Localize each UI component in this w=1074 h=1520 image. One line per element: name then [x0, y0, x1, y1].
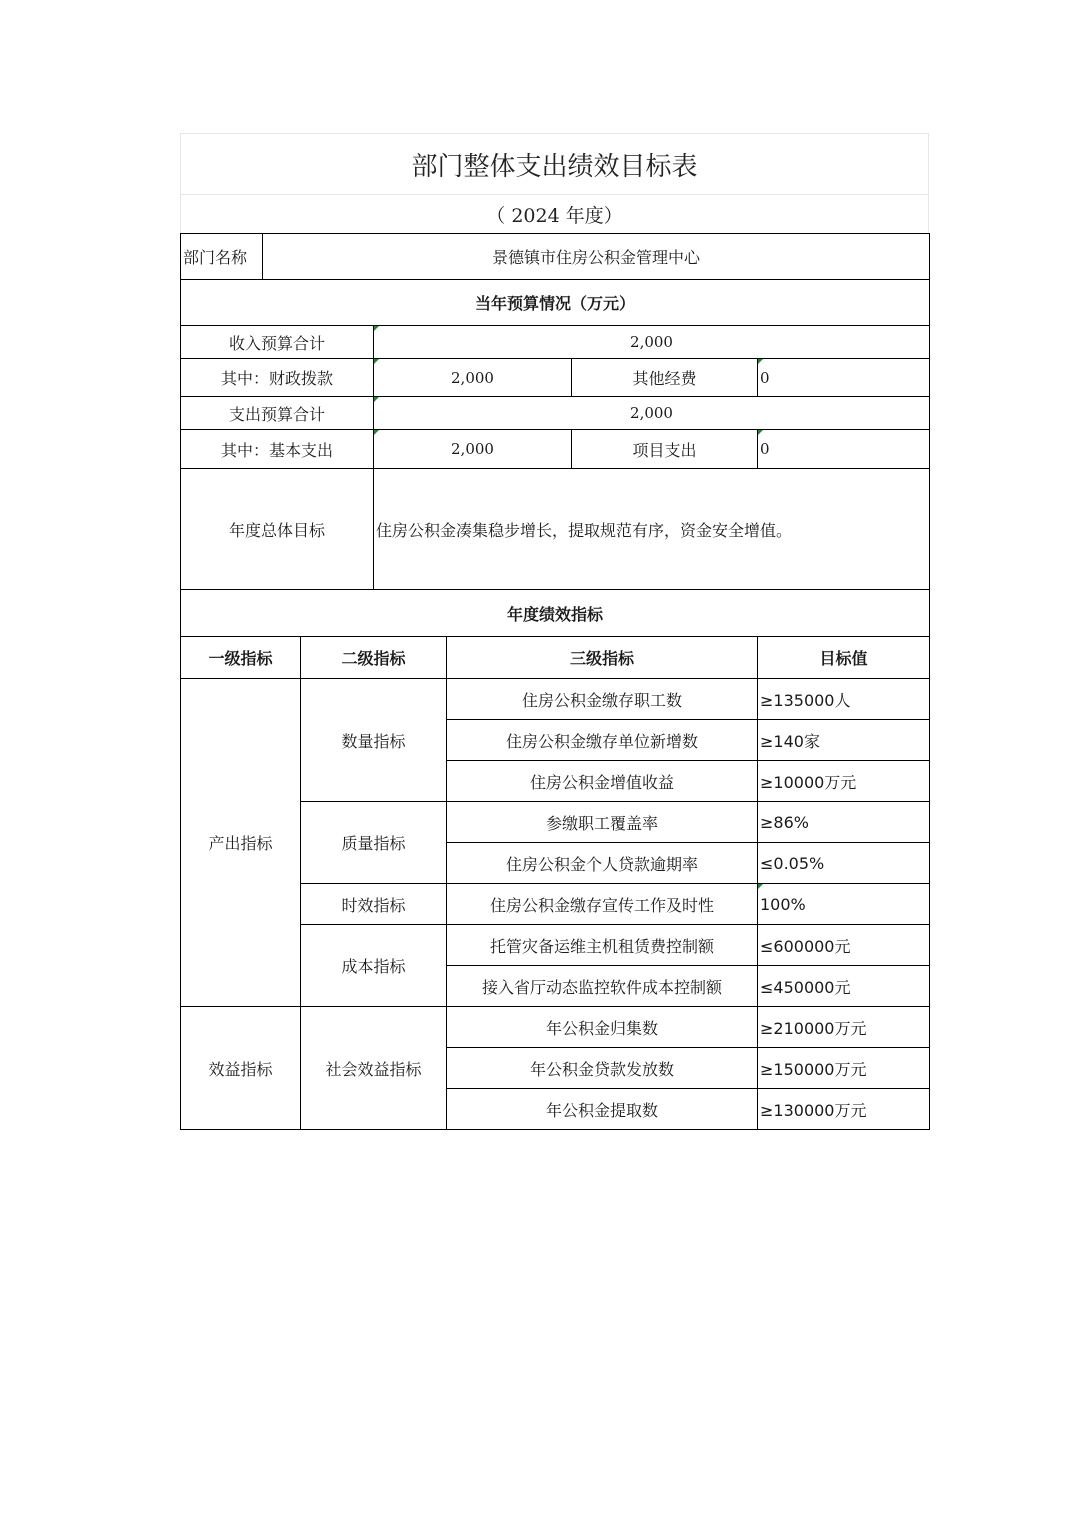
level2-quantity: 数量指标 [301, 679, 447, 802]
level2-quality: 质量指标 [301, 802, 447, 884]
fiscal-row [181, 359, 930, 397]
income-total-row [181, 326, 930, 359]
indicator-name: 住房公积金缴存职工数 [447, 679, 758, 720]
indicator-target: ≥150000万元 [758, 1048, 930, 1089]
header-level2: 二级指标 [301, 637, 447, 679]
indicator-target: ≥210000万元 [758, 1007, 930, 1048]
indicator-target: ≥86% [758, 802, 930, 843]
level1-output: 产出指标 [181, 679, 301, 1007]
indicator-target: ≥10000万元 [758, 761, 930, 802]
income-total-value: 2,000 [374, 326, 930, 359]
indicator-target: 100% [758, 884, 930, 925]
annual-goal-row [181, 469, 930, 590]
expense-total-row [181, 397, 930, 430]
performance-target-sheet [180, 133, 929, 1130]
project-expense-value: 0 [758, 430, 930, 469]
level2-timeliness: 时效指标 [301, 884, 447, 925]
other-funds-value: 0 [758, 359, 930, 397]
fiscal-label: 其中：财政拨款 [181, 359, 374, 397]
dept-label: 部门名称 [181, 234, 263, 280]
dept-row [181, 234, 930, 280]
budget-section-title: 当年预算情况（万元） [181, 280, 930, 326]
table-row [181, 679, 930, 720]
sheet-title: 部门整体支出绩效目标表 [180, 133, 929, 194]
indicator-name: 住房公积金缴存单位新增数 [447, 720, 758, 761]
performance-table [180, 233, 930, 1130]
indicators-section-row [181, 590, 930, 637]
income-total-label: 收入预算合计 [181, 326, 374, 359]
basic-expense-label: 其中：基本支出 [181, 430, 374, 469]
basic-expense-value: 2,000 [374, 430, 572, 469]
sheet-year: （ 2024 年度） [180, 194, 929, 233]
indicator-target: ≤450000元 [758, 966, 930, 1007]
indicator-target: ≥135000人 [758, 679, 930, 720]
indicator-name: 住房公积金增值收益 [447, 761, 758, 802]
level2-cost: 成本指标 [301, 925, 447, 1007]
expense-total-value: 2,000 [374, 397, 930, 430]
indicator-name: 年公积金归集数 [447, 1007, 758, 1048]
expense-total-label: 支出预算合计 [181, 397, 374, 430]
fiscal-value: 2,000 [374, 359, 572, 397]
level2-social: 社会效益指标 [301, 1007, 447, 1130]
level1-benefit: 效益指标 [181, 1007, 301, 1130]
indicator-name: 年公积金贷款发放数 [447, 1048, 758, 1089]
project-expense-label: 项目支出 [572, 430, 758, 469]
budget-section-row [181, 280, 930, 326]
indicator-target: ≥140家 [758, 720, 930, 761]
header-target: 目标值 [758, 637, 930, 679]
indicators-section-title: 年度绩效指标 [181, 590, 930, 637]
indicators-header-row [181, 637, 930, 679]
indicator-target: ≤600000元 [758, 925, 930, 966]
indicator-name: 住房公积金个人贷款逾期率 [447, 843, 758, 884]
other-funds-label: 其他经费 [572, 359, 758, 397]
indicator-name: 接入省厅动态监控软件成本控制额 [447, 966, 758, 1007]
table-row [181, 1007, 930, 1048]
indicator-target: ≥130000万元 [758, 1089, 930, 1130]
indicator-name: 年公积金提取数 [447, 1089, 758, 1130]
header-level1: 一级指标 [181, 637, 301, 679]
indicator-name: 住房公积金缴存宣传工作及时性 [447, 884, 758, 925]
dept-name: 景德镇市住房公积金管理中心 [263, 234, 930, 280]
indicator-target: ≤0.05% [758, 843, 930, 884]
indicator-name: 托管灾备运维主机租赁费控制额 [447, 925, 758, 966]
basic-expense-row [181, 430, 930, 469]
annual-goal-label: 年度总体目标 [181, 469, 374, 590]
annual-goal-text: 住房公积金凑集稳步增长，提取规范有序，资金安全增值。 [374, 469, 930, 590]
indicator-name: 参缴职工覆盖率 [447, 802, 758, 843]
header-level3: 三级指标 [447, 637, 758, 679]
